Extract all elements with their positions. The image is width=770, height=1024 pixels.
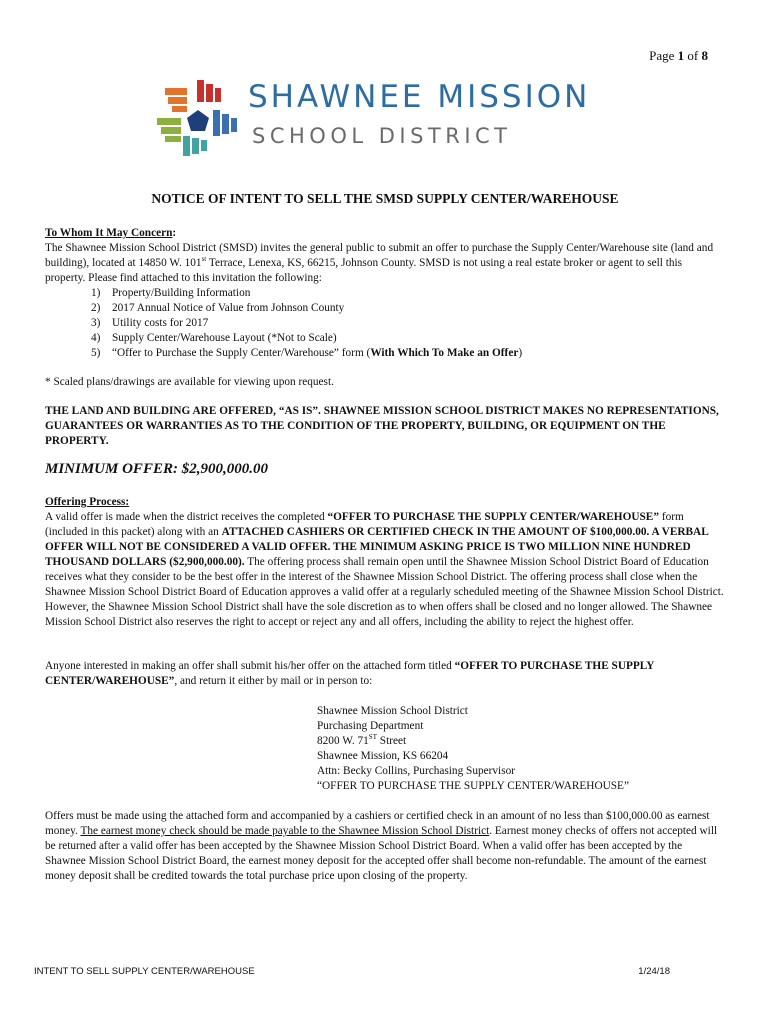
- star-logo-icon: [155, 80, 243, 160]
- offering-paragraph: A valid offer is made when the district receives the completed “OFFER TO PURCHASE THE SUPPLY CENTER/WAREHOUSE” form (included in this packet) along with an ATTACHED CASHIERS OR CERTIFIED CHECK IN THE AMOUNT OF $100,000.00. A VERBAL OFFER WILL NOT BE CONSIDERED A VALID OFFER. THE MINIMUM ASKING PRICE IS TWO MILLION NINE HUNDRED THOUSAND DOLLARS ($2,900,000.00). The offering process shall remain open until the Shawnee Mission School District Board of Education receives what they consider to be the best offer in the interest of the Shawnee Mission School District. The offering process shall close when the Shawnee Mission School District Board of Education approves a valid offer at a regularly scheduled meeting of the Shawnee Mission School District. However, the Shawnee Mission School District shall have the sole discretion as to when offers shall be closed and no longer allowed. The Shawnee Mission School District also reserves the right to accept or reject any and all offers, including the ability to reject the highest offer.: [45, 511, 724, 628]
- document-title: NOTICE OF INTENT TO SELL THE SMSD SUPPLY CENTER/WAREHOUSE: [151, 191, 619, 206]
- district-logo: [155, 80, 625, 160]
- salutation: To Whom It May Concern: [45, 227, 173, 239]
- intro-paragraph: The Shawnee Mission School District (SMSD) invites the general public to submit an offer to purchase the Supply Center/Warehouse site (land and building), located at 14850 W. 101st Terrace, Lenexa, KS, 66215, Johnson County. SMSD is not using a real estate broker or agent to sell this property. Please find attached to this invitation the following:: [45, 242, 714, 284]
- as-is-disclaimer: THE LAND AND BUILDING ARE OFFERED, “AS IS”. SHAWNEE MISSION SCHOOL DISTRICT MAKES NO REPRESENTATIONS, GUARANTEES OR WARRANTIES AS TO THE CONDITION OF THE PROPERTY, BUILDING, OR EQUIPMENT ON THE PROPERTY.: [45, 405, 719, 447]
- footer-date: 1/24/18: [638, 966, 670, 977]
- minimum-offer: MINIMUM OFFER: $2,900,000.00: [45, 461, 268, 477]
- logo-line2: SCHOOL DISTRICT: [252, 124, 512, 148]
- page-number: Page 1 of 8: [649, 48, 708, 63]
- offering-process: [45, 495, 725, 630]
- list-item: 4) Supply Center/Warehouse Layout (*Not to Scale): [91, 332, 337, 344]
- list-item: 1) Property/Building Information: [91, 287, 251, 299]
- mailing-address: Shawnee Mission School District Purchasing Department 8200 W. 71ST Street Shawnee Mission, KS 66204 Attn: Becky Collins, Purchasing Supervisor “OFFER TO PURCHASE THE SUPPLY CENTER/WAREHOUSE”: [317, 705, 629, 792]
- scaled-note: * Scaled plans/drawings are available for viewing upon request.: [45, 376, 334, 388]
- page-footer: [34, 966, 670, 977]
- attachment-list: [45, 286, 725, 361]
- logo-line1: SHAWNEE MISSION: [248, 79, 591, 115]
- submit-paragraph: Anyone interested in making an offer shall submit his/her offer on the attached form titled “OFFER TO PURCHASE THE SUPPLY CENTER/WAREHOUSE”, and return it either by mail or in person to:: [45, 660, 655, 687]
- footer-left: INTENT TO SELL SUPPLY CENTER/WAREHOUSE: [34, 966, 255, 977]
- list-item: 5) “Offer to Purchase the Supply Center/Warehouse” form (With Which To Make an Offer): [91, 347, 523, 359]
- intro-section: To Whom It May Concern: The Shawnee Mission School District (SMSD) invites the general public to submit an offer to purchase the Supply Center/Warehouse site (land and building), located at 14850 W. 101st Terrace, Lenexa, KS, 66215, Johnson County. SMSD is not using a real estate broker or agent to sell this property. Please find attached to this invitation the following: 1) Property/Building Information 2) 2017 Annual Notice of Value from Johnson County 3) Utility costs for 2017 4) Supply Center/Warehouse Layout (*Not to Scale) 5) “Offer to Purchase the Supply Center/Warehouse” form (With Which To Make an Offer): [45, 226, 725, 361]
- list-item: 3) Utility costs for 2017: [91, 317, 209, 329]
- offering-heading: Offering Process:: [45, 496, 130, 508]
- earnest-money-paragraph: Offers must be made using the attached form and accompanied by a cashiers or certified check in an amount of no less than $100,000.00 as earnest money. The earnest money check should be made payable to the Shawnee Mission School District. Earnest money checks of offers not accepted will be returned after a valid offer has been accepted by the Shawnee Mission School District Board. When a valid offer has been accepted by the Shawnee Mission School District Board, the earnest money deposit for the accepted offer shall become non-refundable. The amount of the earnest money deposit shall be credited towards the total purchase price upon closing of the property.: [45, 810, 718, 882]
- list-item: 2) 2017 Annual Notice of Value from Johnson County: [91, 302, 345, 314]
